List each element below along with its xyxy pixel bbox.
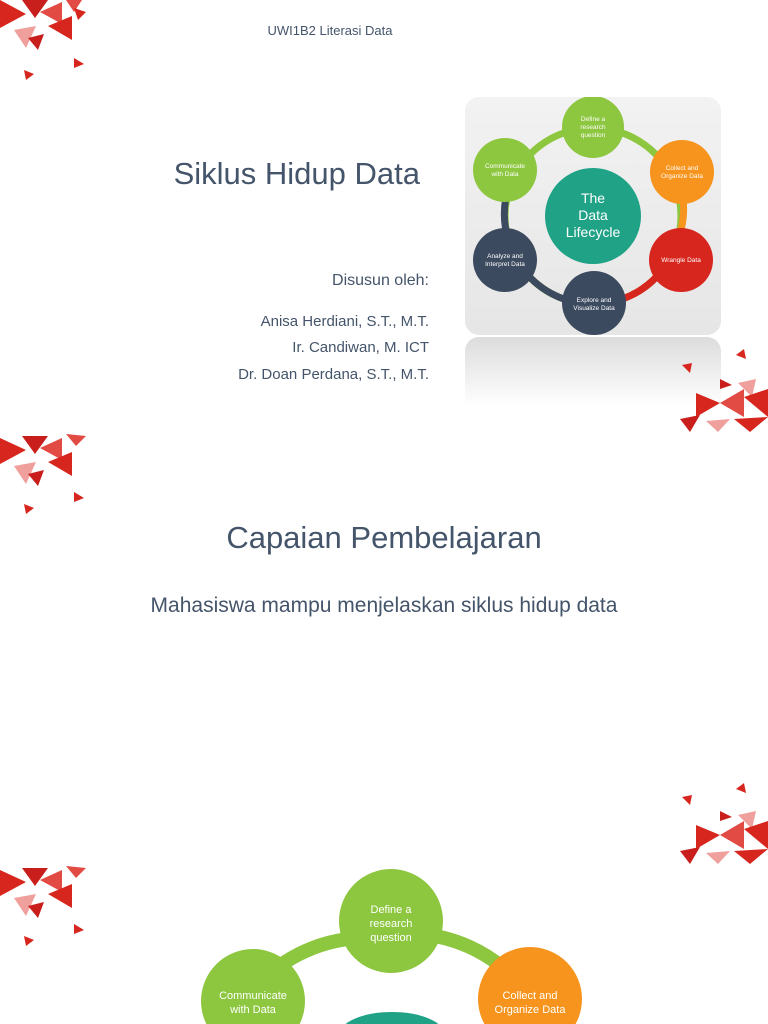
stage-label: Collect and <box>502 990 558 1002</box>
decor-triangle <box>24 504 34 514</box>
decor-triangle <box>22 436 48 454</box>
slide-learning-outcome <box>0 432 768 864</box>
decor-triangle <box>696 393 720 417</box>
decor-triangle <box>22 0 48 18</box>
decor-triangle <box>744 389 768 417</box>
decor-triangle <box>720 811 732 821</box>
slide-lifecycle-large <box>0 864 768 1024</box>
stage-label: research <box>580 124 606 131</box>
decor-triangle <box>696 825 720 849</box>
lifecycle-diagram <box>465 97 721 335</box>
decor-triangle <box>0 438 26 464</box>
stage-label: Define a <box>580 116 606 123</box>
decor-triangle <box>736 783 746 793</box>
stage-label: Visualize Data <box>573 305 615 312</box>
learning-outcome-title: Capaian Pembelajaran <box>226 520 542 555</box>
stage-label: Wrangle Data <box>661 257 701 264</box>
stage-label: research <box>369 918 413 930</box>
decor-triangle <box>734 849 768 864</box>
stage-label: question <box>370 932 412 944</box>
stage-label: Interpret Data <box>485 261 525 268</box>
learning-outcome-text: Mahasiswa mampu menjelaskan siklus hidup data <box>150 594 618 617</box>
stage-label: Analyze and <box>487 253 523 260</box>
stage-label: question <box>580 132 606 139</box>
lifecycle-center-circle <box>340 1012 444 1024</box>
decor-triangle <box>66 434 86 446</box>
author-name: Ir. Candiwan, M. ICT <box>292 339 429 356</box>
decor-triangle <box>744 821 768 849</box>
decor-triangle <box>680 847 700 864</box>
stage-label: Define a <box>370 904 412 916</box>
decor-triangles-top-left <box>0 432 95 517</box>
stage-label: with Data <box>230 1004 276 1016</box>
author-name: Anisa Herdiani, S.T., M.T. <box>260 313 429 330</box>
center-line: Data <box>578 207 608 223</box>
decor-triangle <box>720 821 744 849</box>
decor-triangle <box>720 389 744 417</box>
stage-label: Communicate <box>219 990 287 1002</box>
course-code: UWI1B2 Literasi Data <box>267 23 393 38</box>
slide-title-text: Siklus Hidup Data <box>173 156 420 191</box>
center-line: Lifecycle <box>565 224 621 240</box>
stage-communicate <box>473 138 537 202</box>
stage-collect <box>650 140 714 204</box>
decor-triangle <box>682 795 692 805</box>
decor-triangles-top-left <box>0 0 95 85</box>
stage-label: Collect and <box>665 165 699 172</box>
lifecycle-diagram-large <box>0 864 768 1024</box>
decor-triangles-bottom-right <box>676 777 768 864</box>
stage-label: Explore and <box>576 297 612 304</box>
slide-title <box>0 0 768 432</box>
decor-triangle <box>706 851 730 864</box>
decor-triangle <box>682 363 692 373</box>
center-line: The <box>580 190 606 206</box>
decor-triangle <box>734 417 768 432</box>
author-name: Dr. Doan Perdana, S.T., M.T. <box>238 366 429 383</box>
stage-label: with Data <box>491 171 519 178</box>
decor-triangles-bottom-right <box>676 345 768 432</box>
decor-triangle <box>680 415 700 432</box>
decor-triangle <box>24 70 34 80</box>
decor-triangle <box>74 58 84 68</box>
decor-triangle <box>706 419 730 432</box>
lifecycle-diagram-card <box>465 97 721 335</box>
decor-triangle <box>74 8 86 20</box>
decor-triangle <box>74 492 84 502</box>
decor-triangle <box>736 349 746 359</box>
stage-label: Communicate <box>484 163 526 170</box>
stage-label: Organize Data <box>661 173 703 180</box>
byline-label: Disusun oleh: <box>332 272 429 289</box>
stage-analyze <box>473 228 537 292</box>
decor-triangle <box>720 379 732 389</box>
stage-label: Organize Data <box>494 1004 566 1016</box>
